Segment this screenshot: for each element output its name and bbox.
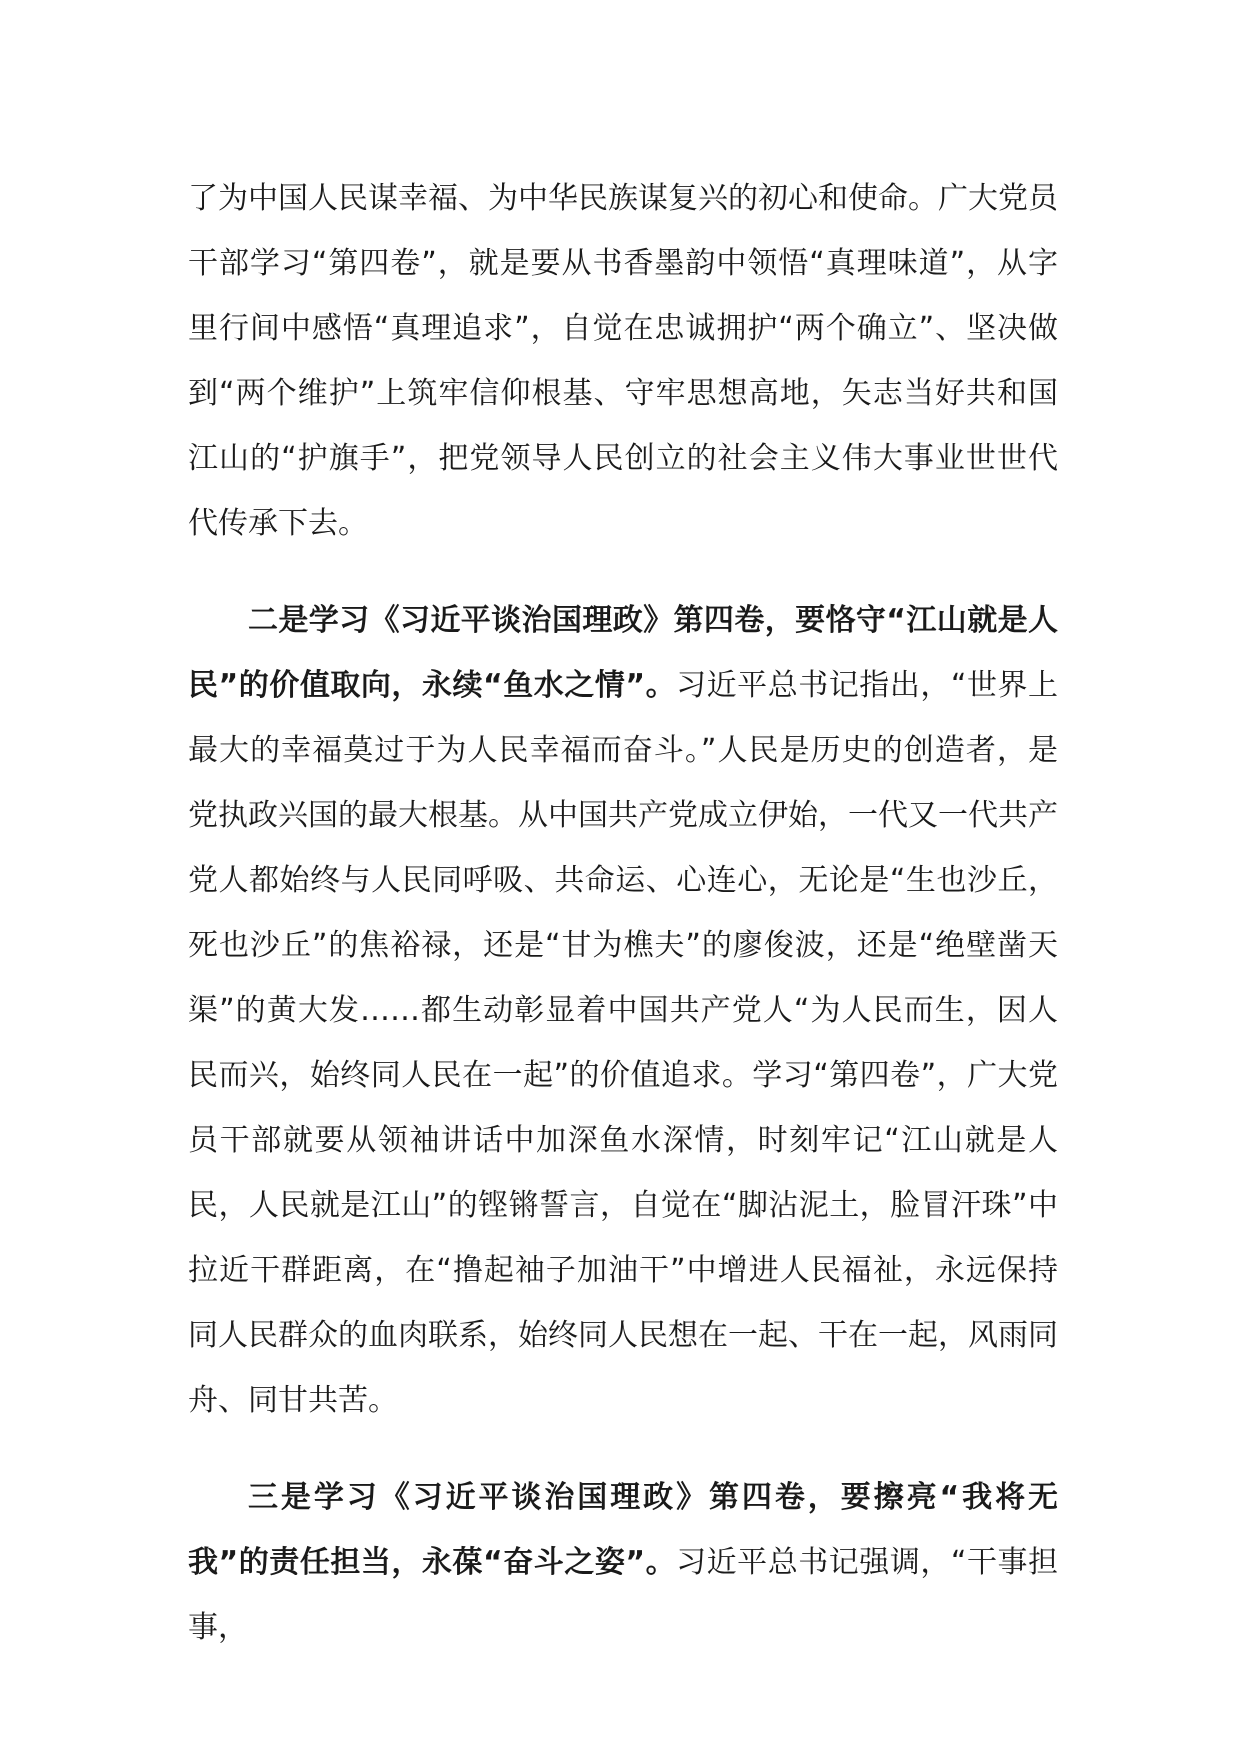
paragraph-1 [188,166,1058,556]
paragraph-3 [188,1465,1058,1660]
document-body [188,166,1058,1660]
paragraph-2-heading: 二是学习《习近平谈治国理政》第四卷，要恪守“江山就是人民”的价值取向，永续“鱼水之情”。 [188,603,1058,703]
paragraph-3-text: 习近平总书记强调，“干事担事， [188,1545,1058,1645]
paragraph-2-text: 习近平总书记指出，“世界上最大的幸福莫过于为人民幸福而奋斗。”人民是历史的创造者，是党执政兴国的最大根基。从中国共产党成立伊始，一代又一代共产党人都始终与人民同呼吸、共命运、心连心，无论是“生也沙丘，死也沙丘”的焦裕禄，还是“甘为樵夫”的廖俊波，还是“绝壁凿天渠”的黄大发……都生动彰显着中国共产党人“为人民而生，因人民而兴，始终同人民在一起”的价值追求。学习“第四卷”，广大党员干部就要从领袖讲话中加深鱼水深情，时刻牢记“江山就是人民，人民就是江山”的铿锵誓言，自觉在“脚沾泥土，脸冒汗珠”中拉近干群距离，在“撸起袖子加油干”中增进人民福祉，永远保持同人民群众的血肉联系，始终同人民想在一起、干在一起，风雨同舟、同甘共苦。 [188,668,1058,1418]
paragraph-2 [188,588,1058,1433]
paragraph-1-text: 了为中国人民谋幸福、为中华民族谋复兴的初心和使命。广大党员干部学习“第四卷”，就是要从书香墨韵中领悟“真理味道”，从字里行间中感悟“真理追求”，自觉在忠诚拥护“两个确立”、坚决做到“两个维护”上筑牢信仰根基、守牢思想高地，矢志当好共和国江山的“护旗手”，把党领导人民创立的社会主义伟大事业世世代代传承下去。 [188,181,1058,541]
paragraph-3-heading: 三是学习《习近平谈治国理政》第四卷，要擦亮“我将无我”的责任担当，永葆“奋斗之姿”。 [188,1480,1058,1580]
